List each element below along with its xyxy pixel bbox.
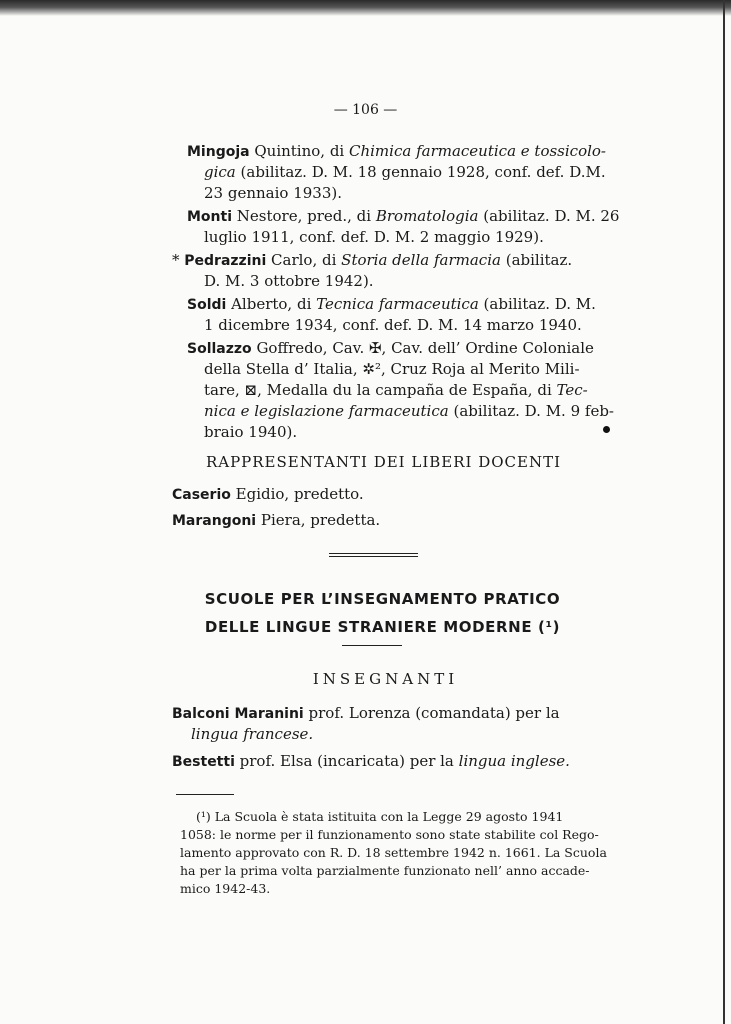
entry-line: Bestetti prof. Elsa (incaricata) per la lingua inglese. — [172, 752, 570, 770]
section-title: SCUOLE PER L’INSEGNAMENTO PRATICO — [204, 590, 561, 608]
footnote-line: ha per la prima volta parzialmente funzionato nell’ anno accade- — [180, 863, 590, 878]
entry-line: * Pedrazzini Carlo, di Storia della farmacia (abilitaz. — [172, 251, 573, 269]
footnote-rule — [176, 794, 234, 795]
entry-line: lingua francese. — [191, 725, 314, 743]
entry-line: Sollazzo Goffredo, Cav. ✠, Cav. dell’ Ordine Coloniale — [187, 339, 594, 357]
entry-line: braio 1940). — [204, 423, 298, 441]
entry-line: Caserio Egidio, predetto. — [172, 485, 364, 503]
entry-line: Balconi Maranini prof. Lorenza (comandata) per la — [172, 704, 560, 722]
entry-line: Mingoja Quintino, di Chimica farmaceutica e tossicolo- — [187, 142, 606, 160]
entry-line: nica e legislazione farmaceutica (abilitaz. D. M. 9 feb- — [204, 402, 615, 420]
entry-line: luglio 1911, conf. def. D. M. 2 maggio 1929). — [204, 228, 544, 246]
entry-line: Monti Nestore, pred., di Bromatologia (abilitaz. D. M. 26 — [187, 207, 620, 225]
footnote-line: (¹) La Scuola è stata istituita con la Legge 29 agosto 1941 — [196, 809, 564, 824]
ink-spot — [603, 426, 610, 433]
title-underline — [342, 645, 402, 646]
section-divider — [329, 553, 418, 557]
section-title: DELLE LINGUE STRANIERE MODERNE (¹) — [204, 618, 561, 636]
footnote-line: lamento approvato con R. D. 18 settembre 1942 n. 1661. La Scuola — [180, 845, 607, 860]
entry-line: della Stella d’ Italia, ✲², Cruz Roja al Merito Mili- — [204, 360, 580, 378]
entry-line: gica (abilitaz. D. M. 18 gennaio 1928, conf. def. D.M. — [204, 163, 606, 181]
entry-line: D. M. 3 ottobre 1942). — [204, 272, 374, 290]
entry-line: Soldi Alberto, di Tecnica farmaceutica (abilitaz. D. M. — [187, 295, 596, 313]
entry-line: tare, ⊠, Medalla du la campaña de España, di Tec- — [204, 381, 588, 399]
liberi-docenti-heading: RAPPRESENTANTI DEI LIBERI DOCENTI — [205, 453, 562, 471]
scan-right-edge — [723, 0, 725, 1024]
entry-line: 23 gennaio 1933). — [204, 184, 342, 202]
scan-top-edge — [0, 0, 731, 16]
footnote-line: 1058: le norme per il funzionamento sono state stabilite col Rego- — [180, 827, 599, 842]
entry-line: Marangoni Piera, predetta. — [172, 511, 381, 529]
asterisk-mark: * — [172, 251, 180, 269]
footnote-line: mico 1942-43. — [180, 881, 271, 896]
entry-line: 1 dicembre 1934, conf. def. D. M. 14 marzo 1940. — [204, 316, 582, 334]
insegnanti-heading: INSEGNANTI — [312, 670, 459, 688]
page-number: — 106 — — [333, 102, 398, 118]
